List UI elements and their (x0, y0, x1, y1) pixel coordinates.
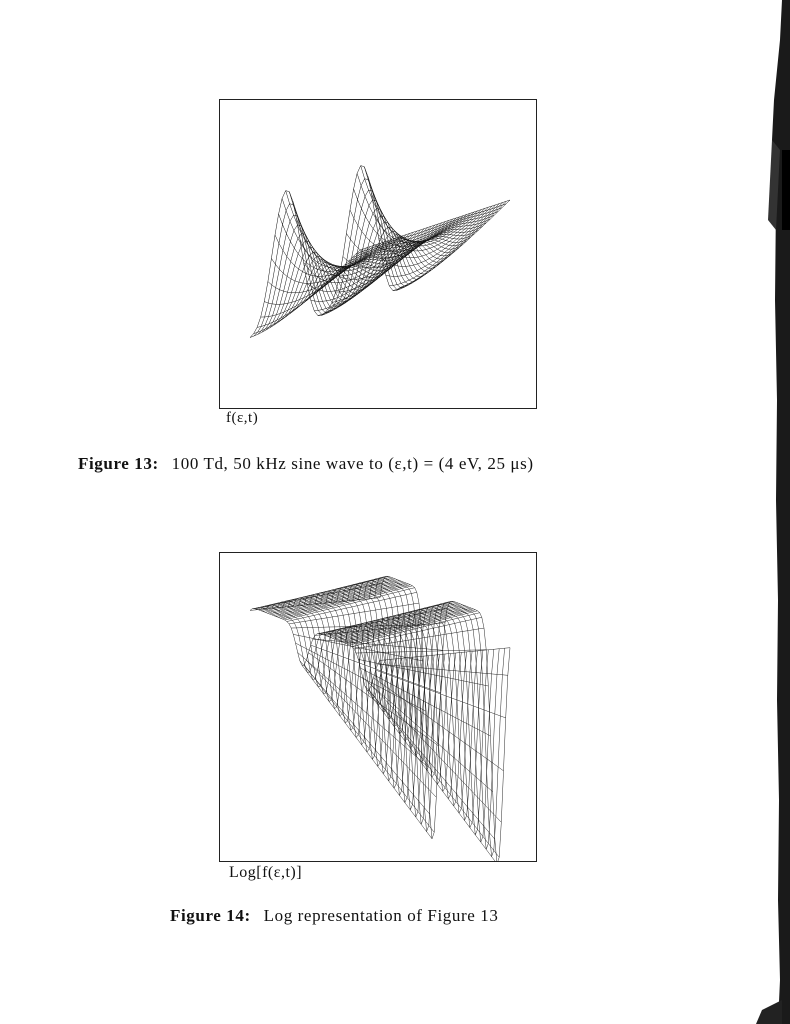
scan-edge-shadow (742, 0, 790, 1024)
figure-13-plot-label: f(ε,t) (226, 410, 259, 426)
wireframe-mesh (250, 576, 510, 861)
figure-13-caption-text: 100 Td, 50 kHz sine wave to (ε,t) = (4 eV, 25 μs) (171, 454, 534, 473)
figure-13-plot (219, 99, 537, 409)
figure-14-plot-label: Log[f(ε,t)] (229, 864, 303, 881)
figure-14-caption-text: Log representation of Figure 13 (263, 906, 499, 925)
surface-plot-log (220, 553, 536, 861)
figure-14-plot (219, 552, 537, 862)
figure-13-number: Figure 13: (78, 454, 159, 473)
wireframe-mesh (250, 166, 510, 338)
figure-14-caption (170, 906, 498, 926)
figure-13-caption (78, 454, 534, 474)
figure-14-number: Figure 14: (170, 906, 251, 925)
surface-plot-linear (220, 100, 536, 408)
